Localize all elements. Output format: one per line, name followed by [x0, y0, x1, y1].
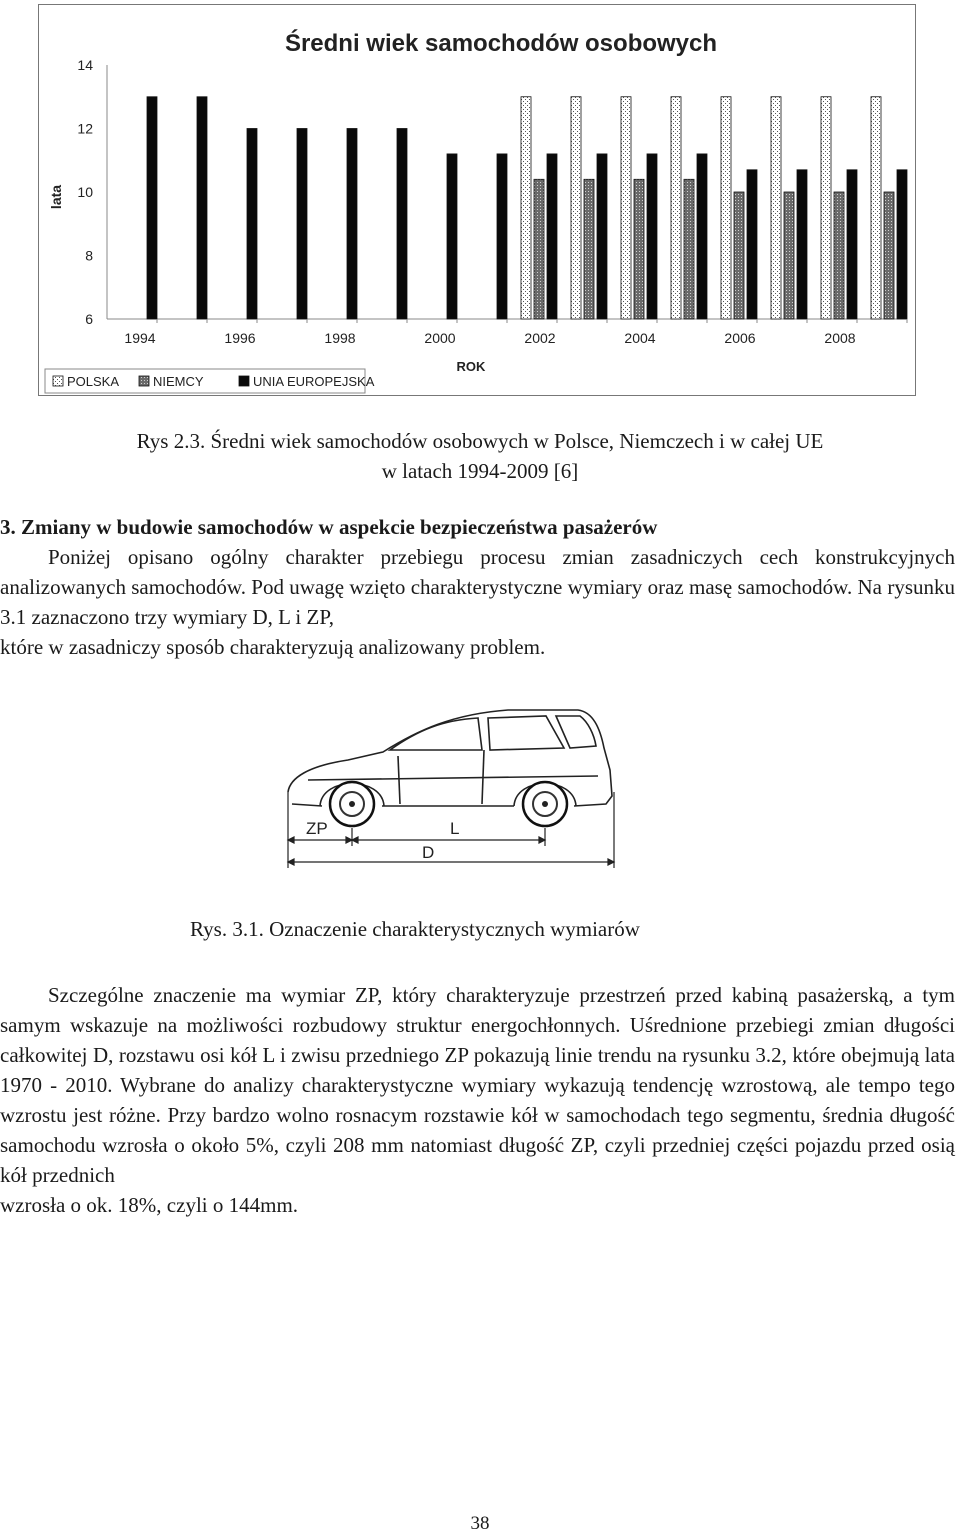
legend-label-niemcy: NIEMCY — [153, 374, 204, 389]
x-tick-label: 2002 — [524, 330, 556, 346]
bar-unia-europejska — [197, 97, 207, 319]
paragraph-1-last-line: które w zasadniczy sposób charakteryzują analizowany problem. — [0, 635, 546, 659]
l-label: L — [450, 819, 460, 838]
figure-caption-3-1: Rys. 3.1. Oznaczenie charakterystycznych wymiarów — [190, 917, 640, 941]
x-tick-label: 2000 — [424, 330, 456, 346]
section-heading: 3. Zmiany w budowie samochodów w aspekcie bezpieczeństwa pasażerów — [0, 515, 658, 539]
chart-title: Średni wiek samochodów osobowych — [284, 30, 718, 57]
bar-unia-europejska — [147, 97, 157, 319]
y-tick-label: 10 — [77, 184, 93, 200]
bar-polska — [771, 97, 781, 319]
bar-niemcy — [684, 179, 694, 319]
bar-unia-europejska — [647, 154, 657, 319]
bar-unia-europejska — [347, 129, 357, 320]
bar-unia-europejska — [897, 170, 907, 319]
caption-line-1: Rys 2.3. Średni wiek samochodów osobowych w Polsce, Niemczech i w całej UE — [136, 429, 824, 453]
bar-unia-europejska — [447, 154, 457, 319]
bar-niemcy — [784, 192, 794, 319]
bar-unia-europejska — [497, 154, 507, 319]
bar-niemcy — [584, 179, 594, 319]
x-tick-label: 1996 — [224, 330, 256, 346]
car-dimensions-figure — [278, 700, 620, 870]
bar-niemcy — [534, 179, 544, 319]
y-tick-label: 8 — [85, 247, 93, 264]
paragraph-2-last-line: wzrosła o ok. 18%, czyli o 144mm. — [0, 1193, 299, 1217]
bar-unia-europejska — [597, 154, 607, 319]
bar-unia-europejska — [847, 170, 857, 319]
d-label: D — [422, 843, 435, 862]
bar-polska — [671, 97, 681, 319]
legend-swatch-polska — [53, 376, 63, 386]
x-axis-label: ROK — [456, 359, 486, 374]
bar-polska — [571, 97, 581, 319]
y-tick-label: 12 — [77, 120, 93, 137]
legend-label-polska: POLSKA — [67, 374, 120, 389]
paragraph-1 — [0, 542, 955, 662]
x-tick-label: 1994 — [124, 330, 156, 346]
bar-polska — [721, 97, 731, 319]
legend-swatch-unia-europejska — [239, 376, 249, 386]
y-tick-label: 14 — [77, 57, 93, 73]
bar-polska — [621, 97, 631, 319]
paragraph-2-text: Szczególne znaczenie ma wymiar ZP, który charakteryzuje przestrzeń przed kabiną pasażerską, a tym samym wskazuje na możliwości rozbudowy struktur energochłonnych. Uśrednione przebiegi zmian długości całkowitej D, rozstawu osi kół L i zwisu przedniego ZP pokazują linie trendu na rysunku 3.2, które obejmują lata 1970 - 2010. Wybrane do analizy charakterystyczne wymiary wykazują tendencję wzrostową, ale tempo tego wzrostu jest różne. Przy bardzo wolno rosnacym rozstawie kół w samochodach tego segmentu, średnia długość samochodu wzrosła o około 5%, czyli 208 mm natomiast długość ZP, czyli przedniej części pojazdu przed osią kół przednich — [0, 983, 955, 1187]
paragraph-2 — [0, 980, 955, 1220]
legend-label-unia-europejska: UNIA EUROPEJSKA — [253, 374, 375, 389]
bar-niemcy — [884, 192, 894, 319]
page-number: 38 — [470, 1513, 490, 1534]
bar-polska — [871, 97, 881, 319]
bar-unia-europejska — [747, 170, 757, 319]
legend-swatch-niemcy — [139, 376, 149, 386]
bar-unia-europejska — [697, 154, 707, 319]
bar-niemcy — [734, 192, 744, 319]
chart-panel — [38, 4, 916, 396]
x-tick-label: 2006 — [724, 330, 756, 346]
x-tick-label: 2004 — [624, 330, 656, 346]
bar-unia-europejska — [797, 170, 807, 319]
x-tick-label: 2008 — [824, 330, 856, 346]
caption-line-2: w latach 1994-2009 [6] — [381, 459, 579, 483]
bar-unia-europejska — [547, 154, 557, 319]
x-tick-label: 1998 — [324, 330, 356, 346]
y-axis-label: lata — [48, 184, 64, 210]
bar-polska — [821, 97, 831, 319]
bar-niemcy — [834, 192, 844, 319]
bar-niemcy — [634, 179, 644, 319]
bar-unia-europejska — [247, 129, 257, 320]
zp-label: ZP — [306, 819, 328, 838]
bar-polska — [521, 97, 531, 319]
figure-caption-2-3 — [0, 426, 960, 486]
bar-unia-europejska — [297, 129, 307, 320]
bar-unia-europejska — [397, 129, 407, 320]
bar-chart — [39, 5, 917, 397]
y-tick-label: 6 — [85, 311, 93, 327]
paragraph-1-text: Poniżej opisano ogólny charakter przebiegu procesu zmian zasadniczych cech konstrukcyjnych analizowanych samochodów. Pod uwagę wzięto charakterystyczne wymiary oraz masę samochodów. Na rysunku 3.1 zaznaczono trzy wymiary D, L i ZP, — [0, 545, 955, 629]
